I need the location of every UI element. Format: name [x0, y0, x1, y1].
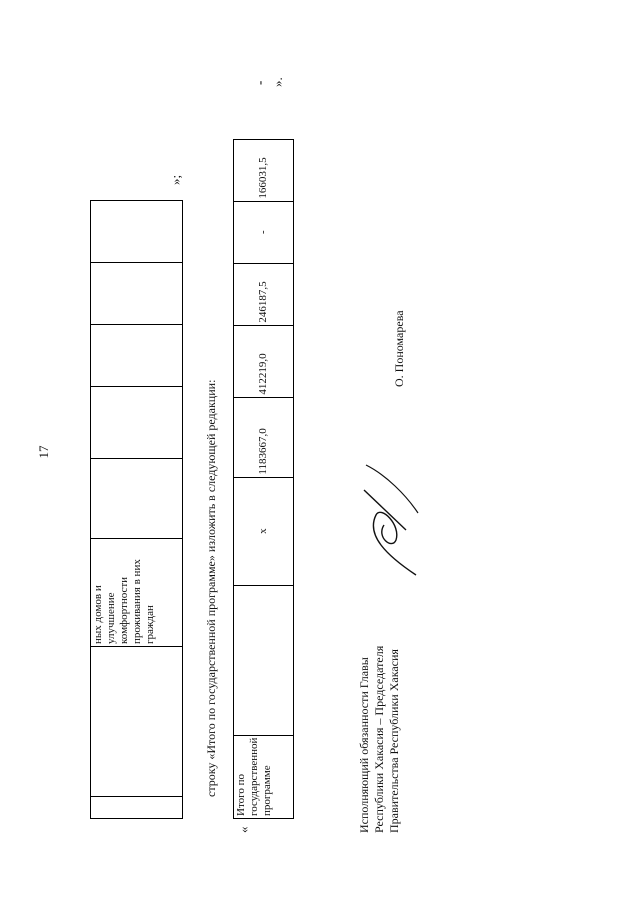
table-cell	[91, 459, 183, 539]
table-row	[234, 139, 294, 818]
value-cell: -	[234, 201, 294, 263]
table-cell	[234, 585, 294, 735]
table-cell	[91, 647, 183, 797]
value-cell-trailing: -	[252, 80, 267, 85]
page-number: 17	[36, 445, 51, 459]
closing-quote: »;	[168, 174, 183, 185]
table-row	[91, 201, 183, 819]
handwritten-signature-icon	[346, 455, 436, 585]
value-cell: 412219,0	[234, 325, 294, 397]
continuation-table	[90, 200, 183, 819]
opening-quote: «	[236, 826, 251, 833]
instruction-text: строку «Итого по государственной программе» изложить в следующей редакции:	[204, 379, 218, 797]
table-cell	[91, 201, 183, 263]
closing-quote-total: ».	[270, 77, 285, 87]
signer-title-line: Правительства Республики Хакасия	[387, 649, 401, 833]
table-cell	[91, 797, 183, 819]
total-row-table	[233, 139, 294, 819]
signer-title	[357, 553, 402, 833]
table-cell-marker: x	[234, 477, 294, 585]
signer-name: О. Пономарева	[392, 310, 406, 387]
table-cell: ных домов и улучшение комфортности проживания в них граждан	[91, 539, 183, 647]
table-cell	[91, 325, 183, 387]
value-cell: 1183667,0	[234, 397, 294, 477]
signer-title-line: Исполняющий обязанности Главы	[357, 657, 371, 833]
value-cell: 246187,5	[234, 263, 294, 325]
value-cell: 166031,5	[234, 139, 294, 201]
table-cell	[91, 387, 183, 459]
table-cell	[91, 263, 183, 325]
row-label: Итого по государственной программе	[234, 735, 294, 818]
signer-title-line: Республики Хакасия – Председателя	[372, 645, 386, 833]
